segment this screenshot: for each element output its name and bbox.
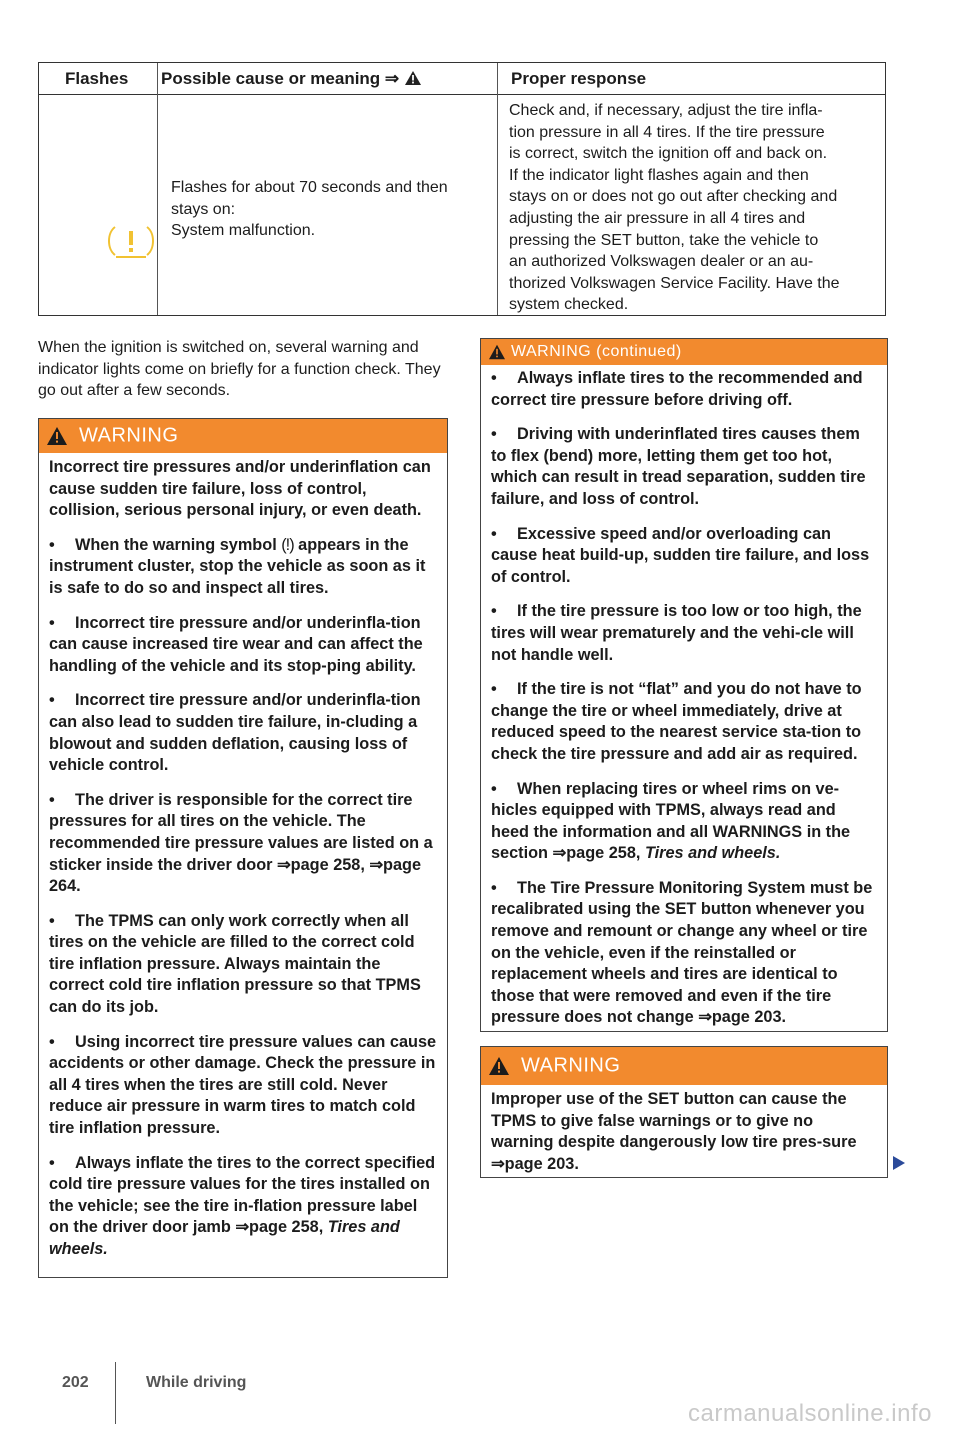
warning-title: WARNING: [521, 1054, 621, 1077]
tpms-icon: [103, 223, 159, 263]
page-number: 202: [62, 1374, 89, 1391]
continue-arrow-icon: [893, 1156, 905, 1170]
warning-bullet: • When the warning symbol (!) appears in the instrument cluster, stop the vehicle as soon as it is safe to do so and inspect all tires.: [49, 535, 426, 597]
warning-header: [39, 419, 447, 453]
warning-content: [49, 457, 437, 1274]
warning-header: [481, 1047, 887, 1085]
warning-triangle-icon: [404, 70, 422, 86]
warning-bullet: • Always inflate tires to the recommended and correct tire pressure before driving off.: [491, 369, 863, 409]
header-flashes: Flashes: [65, 69, 129, 88]
section-title: While driving: [146, 1374, 247, 1391]
response-line: an authorized Volkswagen dealer or an au-: [509, 253, 814, 271]
warning-bullet: • Always inflate the tires to the correct specified cold tire pressure values for the tires installed on the vehicle; see the tire in-flation pressure label on the driver door jamb ⇒page 258, Tires and wheels.: [49, 1153, 436, 1258]
warning-box-set-button: [480, 1046, 888, 1178]
warning-bullet: • The Tire Pressure Monitoring System must be recalibrated using the SET button whenever you remove and remount or change any wheel or tire on the vehicle, even if the reinstalled or replacement wheels and tires are identical to those that were removed and even if the tire pressure does not change ⇒page 203.: [491, 878, 873, 1027]
response-line: system checked.: [509, 296, 629, 314]
section-reference: Tires and wheels.: [49, 1218, 400, 1258]
cause-line: System malfunction.: [171, 222, 316, 240]
response-line: stays on or does not go out after checking and: [509, 188, 838, 206]
warning-bullet: • If the tire is not “flat” and you do not have to change the tire or wheel immediately, drive at reduced speed to the nearest service sta-tion to check the tire pressure and add air as required.: [491, 680, 862, 763]
warning-bullet: • Driving with underinflated tires causes them to flex (bend) more, letting them get too hot, which can result in tread separation, sudden tire failure, and loss of control.: [491, 425, 866, 508]
warning-bullet: • Using incorrect tire pressure values can cause accidents or other damage. Check the pressure in all 4 tires when the tires are still cold. Never reduce air pressure in warm tires to match cold tire inflation pressure.: [49, 1032, 437, 1138]
warning-bullet: • When replacing tires or wheel rims on ve-hicles equipped with TPMS, always read and heed the information and all WARNINGS in the section ⇒page 258, Tires and wheels.: [491, 779, 851, 863]
warning-title: WARNING: [79, 424, 179, 447]
cause-line: Flashes for about 70 seconds and then: [171, 179, 448, 196]
warning-bullet: • The driver is responsible for the correct tire pressures for all tires on the vehicle. The recommended tire pressure values are listed on a sticker inside the driver door ⇒page 258, ⇒page 264.: [49, 790, 433, 896]
table-header: [39, 63, 885, 95]
warning-header: [481, 339, 887, 365]
warning-content: [491, 368, 877, 1042]
intro-paragraph: When the ignition is switched on, several warning and indicator lights come on briefly for a function check. They go out after a few seconds.: [38, 339, 441, 399]
warning-content: [491, 1089, 877, 1188]
tpms-icon: (!): [281, 535, 294, 554]
warning-triangle-icon: [488, 344, 506, 360]
footer-divider: [115, 1362, 116, 1424]
warning-bullet: • Incorrect tire pressure and/or underinfla-tion can cause increased tire wear and can affect the handling of the vehicle and its stop-ping ability.: [49, 613, 423, 675]
page-reference-link[interactable]: ⇒page 258, ⇒page 264.: [49, 855, 422, 896]
column-divider: [497, 63, 498, 315]
page-reference-link[interactable]: ⇒page 258,: [235, 1218, 324, 1237]
response-line: thorized Volkswagen Service Facility. Have the: [509, 274, 840, 292]
warning-box-continued: [480, 338, 888, 1032]
warning-title: WARNING (continued): [511, 343, 682, 360]
warning-bullet: • Excessive speed and/or overloading can cause heat build-up, sudden tire failure, and loss of control.: [491, 524, 870, 586]
column-divider: [157, 63, 158, 315]
section-reference: Tires and wheels.: [644, 844, 781, 863]
response-line: pressing the SET button, take the vehicle to: [509, 231, 819, 249]
tire-pressure-table: [38, 62, 886, 316]
warning-triangle-icon: [488, 1056, 510, 1076]
warning-lead: Incorrect tire pressures and/or underinflation can cause sudden tire failure, loss of control, collision, serious personal injury, or even death.: [49, 458, 431, 520]
page-reference-link[interactable]: ⇒page 203.: [491, 1154, 579, 1173]
header-response: Proper response: [511, 69, 647, 88]
warning-triangle-icon: [46, 426, 68, 446]
warning-box: [38, 418, 448, 1278]
cause-line: stays on:: [171, 200, 236, 218]
cause-cell: [171, 177, 491, 242]
response-line: Check and, if necessary, adjust the tire infla-: [509, 102, 823, 119]
response-line: tion pressure in all 4 tires. If the tire pressure: [509, 123, 825, 141]
watermark: carmanualsonline.info: [688, 1400, 932, 1427]
page-reference-link[interactable]: ⇒page 203.: [698, 1008, 787, 1027]
response-cell: [509, 100, 885, 316]
page-reference-link[interactable]: ⇒page 258,: [552, 844, 641, 863]
warning-bullet: • If the tire pressure is too low or too high, the tires will wear prematurely and the vehi-cle will not handle well.: [491, 602, 862, 664]
response-line: If the indicator light flashes again and then: [509, 166, 809, 184]
warning-bullet: • The TPMS can only work correctly when all tires on the vehicle are filled to the correct cold tire inflation pressure. Always maintain the correct cold tire inflation pressure so that TPMS can do its job.: [49, 911, 421, 1017]
response-line: is correct, switch the ignition off and back on.: [509, 145, 828, 163]
warning-bullet: • Incorrect tire pressure and/or underinfla-tion can also lead to sudden tire failure, in-cluding a blowout and sudden deflation, causing loss of vehicle control.: [49, 691, 421, 775]
header-cause: Possible cause or meaning ⇒: [161, 69, 422, 89]
warning-text: Improper use of the SET button can cause the TPMS to give false warnings or to give no warning despite dangerously low tire pres-sure ⇒page 203.: [491, 1090, 857, 1173]
response-line: adjusting the air pressure in all 4 tires and: [509, 209, 806, 227]
